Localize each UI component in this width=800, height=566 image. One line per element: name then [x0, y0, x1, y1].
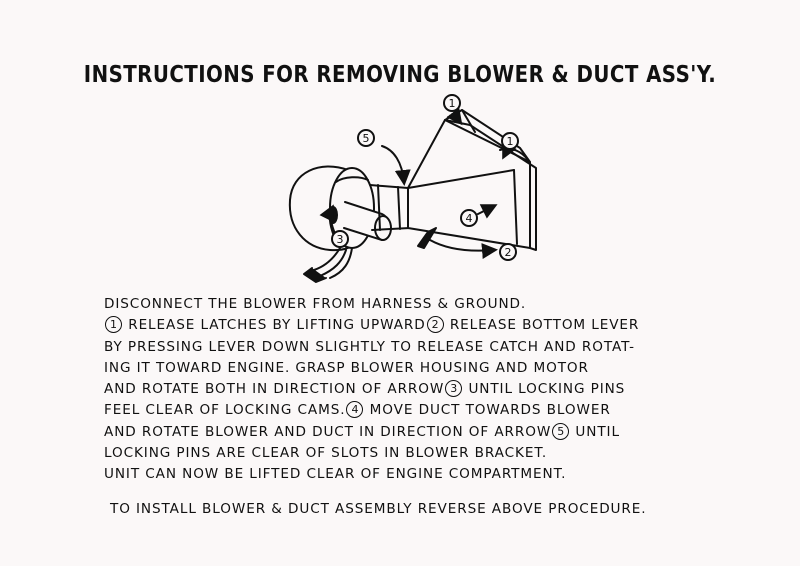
svg-text:5: 5: [362, 132, 370, 145]
instruction-text: RELEASE LATCHES BY LIFTING UPWARD: [123, 317, 426, 334]
instruction-text: LOCKING PINS ARE CLEAR OF SLOTS IN BLOWER BRACKET.: [104, 445, 548, 462]
instruction-text: BY PRESSING LEVER DOWN SLIGHTLY TO RELEASE CATCH AND ROTAT-: [104, 338, 635, 355]
callout-1-top: [444, 95, 460, 111]
instruction-line: [104, 443, 724, 464]
instruction-text: UNTIL: [570, 423, 620, 440]
instruction-line: [104, 464, 724, 485]
svg-text:2: 2: [504, 246, 512, 259]
callout-4: [461, 210, 477, 226]
svg-text:4: 4: [465, 212, 473, 225]
instructions-text: [104, 294, 724, 486]
callout-3: [332, 231, 348, 247]
instruction-line: [104, 422, 724, 443]
instruction-line: [104, 358, 724, 379]
instruction-line: [104, 337, 724, 358]
instruction-text: UNIT CAN NOW BE LIFTED CLEAR OF ENGINE COMPARTMENT.: [104, 466, 567, 483]
svg-text:3: 3: [336, 233, 344, 246]
svg-text:1: 1: [448, 97, 456, 110]
instruction-line: [104, 315, 724, 336]
instruction-text: UNTIL LOCKING PINS: [463, 381, 626, 398]
step-number-5: 5: [552, 423, 569, 440]
instruction-line: [104, 294, 724, 315]
instruction-text: RELEASE BOTTOM LEVER: [444, 317, 640, 334]
page-title: INSTRUCTIONS FOR REMOVING BLOWER & DUCT ASS'Y.: [83, 62, 717, 88]
callout-5: [358, 130, 374, 146]
callout-1-right: [502, 133, 518, 149]
step-number-2: 2: [427, 316, 444, 333]
step-number-1: 1: [105, 316, 122, 333]
instruction-line: [104, 379, 724, 400]
instruction-text: AND ROTATE BLOWER AND DUCT IN DIRECTION OF ARROW: [104, 423, 552, 440]
step-number-4: 4: [346, 401, 363, 418]
reinstall-note: TO INSTALL BLOWER & DUCT ASSEMBLY REVERSE ABOVE PROCEDURE.: [110, 501, 647, 517]
callout-2: [500, 244, 516, 260]
instruction-text: DISCONNECT THE BLOWER FROM HARNESS & GROUND.: [104, 296, 527, 312]
svg-text:1: 1: [506, 135, 514, 148]
instruction-text: AND ROTATE BOTH IN DIRECTION OF ARROW: [104, 381, 445, 398]
instruction-line: [104, 400, 724, 421]
instruction-text: ING IT TOWARD ENGINE. GRASP BLOWER HOUSING AND MOTOR: [104, 359, 589, 376]
instruction-text: FEEL CLEAR OF LOCKING CAMS.: [104, 402, 346, 419]
step-number-3: 3: [445, 380, 462, 397]
blower-duct-diagram: [280, 92, 550, 292]
instruction-text: MOVE DUCT TOWARDS BLOWER: [364, 402, 611, 419]
